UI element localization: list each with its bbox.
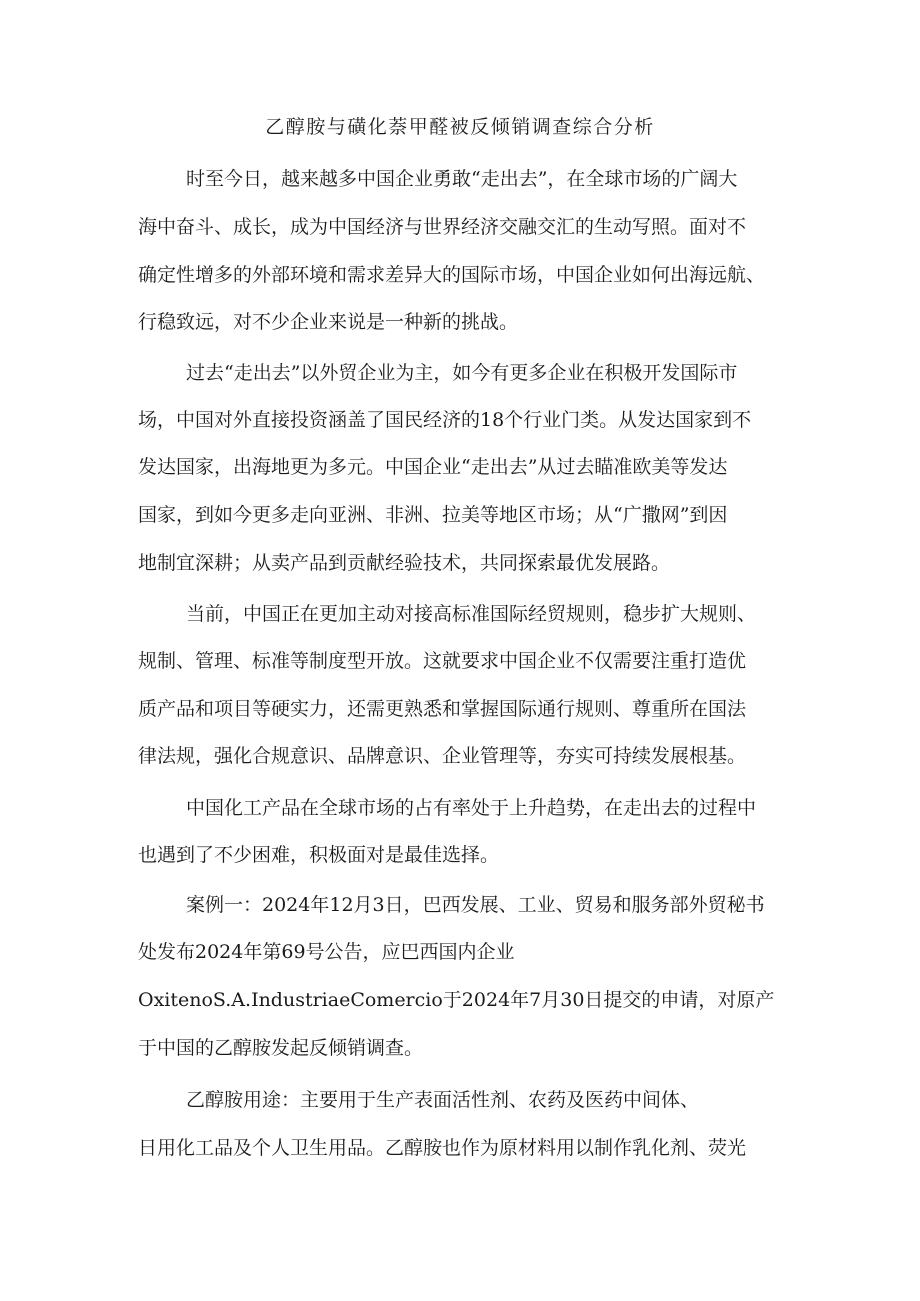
paragraph-3-line-1: 当前，中国正在更加主动对接高标准国际经贸规则，稳步扩大规则、 — [186, 603, 757, 625]
paragraph-4-line-1: 中国化工产品在全球市场的占有率处于上升趋势，在走出去的过程中 — [186, 797, 757, 819]
paragraph-2-line-5: 地制宜深耕；从卖产品到贡献经验技术，共同探索最优发展路。 — [138, 552, 671, 574]
paragraph-5-line-2: 处发布2024年第69号公告，应巴西国内企业 — [138, 941, 515, 963]
paragraph-5-line-1: 案例一：2024年12月3日，巴西发展、工业、贸易和服务部外贸秘书 — [186, 894, 765, 916]
paragraph-6-line-2: 日用化工品及个人卫生用品。乙醇胺也作为原材料用以制作乳化剂、荧光 — [138, 1137, 747, 1159]
paragraph-2-line-3: 发达国家，出海地更为多元。中国企业“走出去”从过去瞄准欧美等发达 — [138, 456, 728, 478]
paragraph-2-line-2: 场，中国对外直接投资涵盖了国民经济的18个行业门类。从发达国家到不 — [138, 409, 752, 431]
paragraph-3-line-2: 规制、管理、标准等制度型开放。这就要求中国企业不仅需要注重打造优 — [138, 650, 747, 672]
paragraph-2-line-1: 过去“走出去”以外贸企业为主，如今有更多企业在积极开发国际市 — [186, 362, 738, 384]
paragraph-3-line-3: 质产品和项目等硬实力，还需更熟悉和掌握国际通行规则、尊重所在国法 — [138, 698, 747, 720]
paragraph-4-line-2: 也遇到了不少困难，积极面对是最佳选择。 — [138, 844, 500, 866]
paragraph-1-line-2: 海中奋斗、成长，成为中国经济与世界经济交融交汇的生动写照。面对不 — [138, 216, 747, 238]
paragraph-5-line-4: 于中国的乙醇胺发起反倾销调查。 — [138, 1037, 424, 1059]
paragraph-5-line-3: OxitenoS.A.IndustriaeComercio于2024年7月30日提交的申请，对原产 — [138, 989, 775, 1011]
paragraph-1-line-1: 时至今日，越来越多中国企业勇敢“走出去”，在全球市场的广阔大 — [186, 168, 738, 190]
paragraph-3-line-4: 律法规，强化合规意识、品牌意识、企业管理等，夯实可持续发展根基。 — [138, 745, 747, 767]
paragraph-1-line-4: 行稳致远，对不少企业来说是一种新的挑战。 — [138, 311, 519, 333]
paragraph-2-line-4: 国家，到如今更多走向亚洲、非洲、拉美等地区市场；从“广撒网”到因 — [138, 504, 728, 526]
document-title: 乙醇胺与磺化萘甲醛被反倾销调查综合分析 — [265, 116, 655, 138]
paragraph-6-line-1: 乙醇胺用途：主要用于生产表面活性剂、农药及医药中间体、 — [186, 1089, 700, 1111]
paragraph-1-line-3: 确定性增多的外部环境和需求差异大的国际市场，中国企业如何出海远航、 — [138, 264, 766, 286]
